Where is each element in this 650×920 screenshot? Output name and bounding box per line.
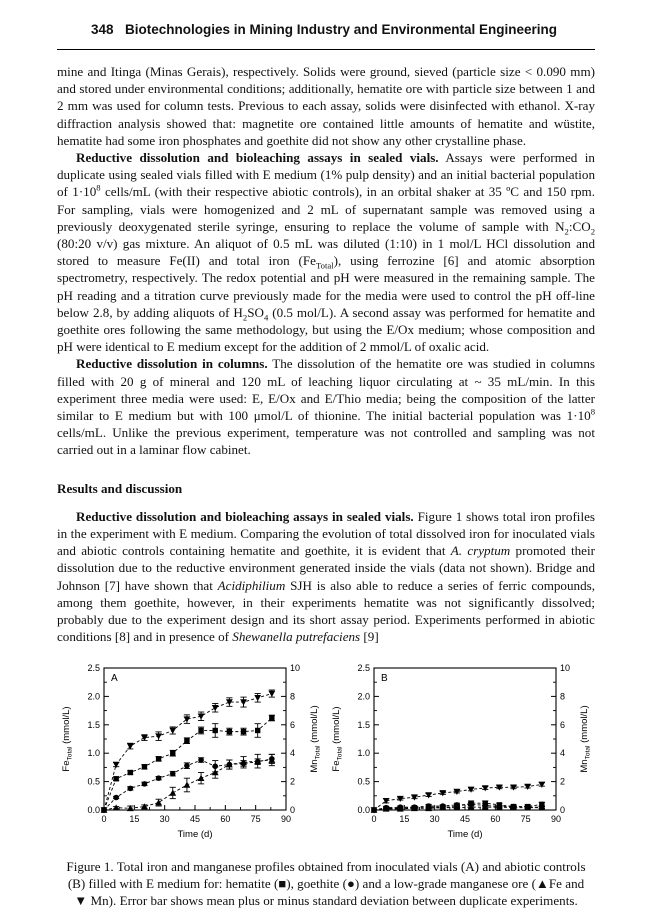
svg-text:0: 0 — [101, 813, 107, 824]
svg-text:2.5: 2.5 — [357, 662, 370, 673]
svg-text:90: 90 — [550, 813, 562, 824]
svg-text:1.0: 1.0 — [87, 747, 100, 758]
page-header — [57, 22, 595, 42]
svg-text:1.0: 1.0 — [357, 747, 370, 758]
svg-text:8: 8 — [560, 690, 566, 701]
section-heading: Results and discussion — [57, 480, 183, 496]
results-paragraph: Reductive dissolution and bioleaching assays in sealed vials. Figure 1 shows total iron profiles in the experiment with E medium. Comparing the evolution of total dissolved iron for inoculated vials and abiotic controls containing hematite and goethite, it is evident that A. cryptum promoted their dissolution due to the reductive environment generated inside the vials (data not shown). Bridge and Johnson [7] have shown that Acidiphilium SJH is also able to reduce a series of ferric compounds, among them goethite, however, in their experiments hematite was not significantly dissolved; probably due to the experiment design and its short assay period. Experiments performed in abiotic conditions [8] and in presence of Shewanella putrefaciens [9] — [57, 508, 595, 645]
body-paragraph-1: mine and Itinga (Minas Gerais), respectively. Solids were ground, sieved (particle size < 0.090 mm) and stored under environmental conditions; additionally, hematite ore with particle size between 1 and 2 mm was used for column tests. Previous to each assay, solids were disinfected with ethanol. X-ray diffraction analysis showed that: magnetite ore contained little amounts of hematite and wüstite, hematite had some iron phosphates and goethite did not show any other crystalline phase. — [57, 64, 595, 148]
svg-text:15: 15 — [399, 813, 410, 824]
figure-caption: Figure 1. Total iron and manganese profiles obtained from inoculated vials (A) and abiotic controls (B) filled with E medium for: hematite (■), goethite (●) and a low-grade manganese ore (▲Fe and ▼ Mn). Error bar shows mean plus or minus standard deviation between duplicate experiments. — [66, 858, 586, 908]
svg-text:Time (d): Time (d) — [177, 828, 213, 840]
svg-text:90: 90 — [280, 813, 292, 824]
chart-panel-a — [58, 658, 324, 856]
svg-text:A: A — [111, 672, 118, 684]
svg-text:15: 15 — [129, 813, 140, 824]
svg-text:75: 75 — [250, 813, 261, 824]
svg-text:30: 30 — [159, 813, 170, 824]
svg-text:2.5: 2.5 — [87, 662, 100, 673]
body-text — [57, 63, 595, 646]
svg-text:75: 75 — [520, 813, 531, 824]
svg-text:2.0: 2.0 — [87, 690, 100, 701]
svg-text:2: 2 — [560, 776, 566, 787]
svg-text:4: 4 — [290, 747, 296, 758]
svg-text:0.5: 0.5 — [87, 776, 100, 787]
svg-text:30: 30 — [429, 813, 440, 824]
svg-text:0.5: 0.5 — [357, 776, 370, 787]
svg-text:10: 10 — [290, 662, 301, 673]
svg-text:60: 60 — [220, 813, 231, 824]
figure-charts-row — [57, 658, 595, 856]
svg-text:MnTotal (mmol/L): $Mn_{Total}$ (mmol/L) — [309, 704, 322, 773]
header-rule — [57, 49, 595, 50]
svg-text:1.5: 1.5 — [87, 719, 100, 730]
svg-text:0.0: 0.0 — [357, 804, 370, 815]
svg-text:0: 0 — [371, 813, 377, 824]
page-number: 348 — [91, 22, 114, 37]
svg-text:0.0: 0.0 — [87, 804, 100, 815]
svg-text:2.0: 2.0 — [357, 690, 370, 701]
svg-text:B: B — [381, 672, 388, 684]
svg-text:0: 0 — [560, 804, 566, 815]
svg-text:10: 10 — [560, 662, 571, 673]
svg-text:Time (d): Time (d) — [447, 828, 483, 840]
running-title: Biotechnologies in Mining Industry and Environmental Engineering — [124, 22, 558, 37]
svg-text:45: 45 — [189, 813, 201, 824]
svg-text:6: 6 — [560, 719, 566, 730]
svg-text:1.5: 1.5 — [357, 719, 370, 730]
figure-1 — [57, 658, 595, 910]
body-paragraph-2: Reductive dissolution and bioleaching assays in sealed vials. Assays were performed in duplicate using sealed vials filled with E medium (1% pulp density) and an initial bacterial population of $1\cdot 10^8$ cells/mL (with their respective abiotic controls), in an orbital shaker at 35 ºC and 150 rpm. For sampling, vials were homogenized and 2 mL of supernatant sample was removed using a previously deoxygenated sterile syringe, ensuring to replace the volume of sample with $N_2:CO_2$ (80:20 v/v) gas mixture. An aliquot of 0.5 mL was diluted (1:10) in 1 mol/L HCl dissolution and stored to measure Fe(II) and total iron $(Fe_{Total})$, using ferrozine [6] and atomic absorption spectrometry, respectively. The redox potential and pH were measured in the remaining sample. The pH reading and a titration curve previously made for the media were used to control the pH off-line below 2.8, by adding aliquots of $H_2SO_4$ (0.5 mol/L). A second assay was performed for hematite and goethite ores following the same methodology, but using the E/Ox medium; whose composition and pH were identical to E medium except for the addition of 2 mmol/L of oxalic acid. — [57, 150, 595, 355]
svg-text:4: 4 — [560, 747, 566, 758]
svg-text:MnTotal (mmol/L): $Mn_{Total}$ (mmol/L) — [579, 704, 592, 773]
svg-text:2: 2 — [290, 776, 296, 787]
svg-text:FeTotal (mmol/L): $Fe_{Total}$ (mmol/L) — [331, 705, 344, 772]
svg-text:0: 0 — [290, 804, 296, 815]
svg-text:45: 45 — [459, 813, 471, 824]
chart-panel-b — [328, 658, 594, 856]
svg-text:8: 8 — [290, 690, 296, 701]
body-paragraph-3: Reductive dissolution in columns. The dissolution of the hematite ore was studied in columns filled with 20 g of mineral and 120 mL of leaching liquor circulating at ~ 35 mL/min. In this experiment three media were used: E, E/Ox and E/Thio media; being the composition of the latter similar to E medium but with 100 μmol/L of thionine. The initial bacterial population was $1\cdot 10^8$ cells/mL. Unlike the previous experiment, temperature was not controlled and sampling was not carried out in a laminar flow cabinet. — [57, 356, 595, 458]
svg-text:6: 6 — [290, 719, 296, 730]
svg-text:FeTotal (mmol/L): $Fe_{Total}$ (mmol/L) — [61, 705, 74, 772]
svg-text:60: 60 — [490, 813, 501, 824]
